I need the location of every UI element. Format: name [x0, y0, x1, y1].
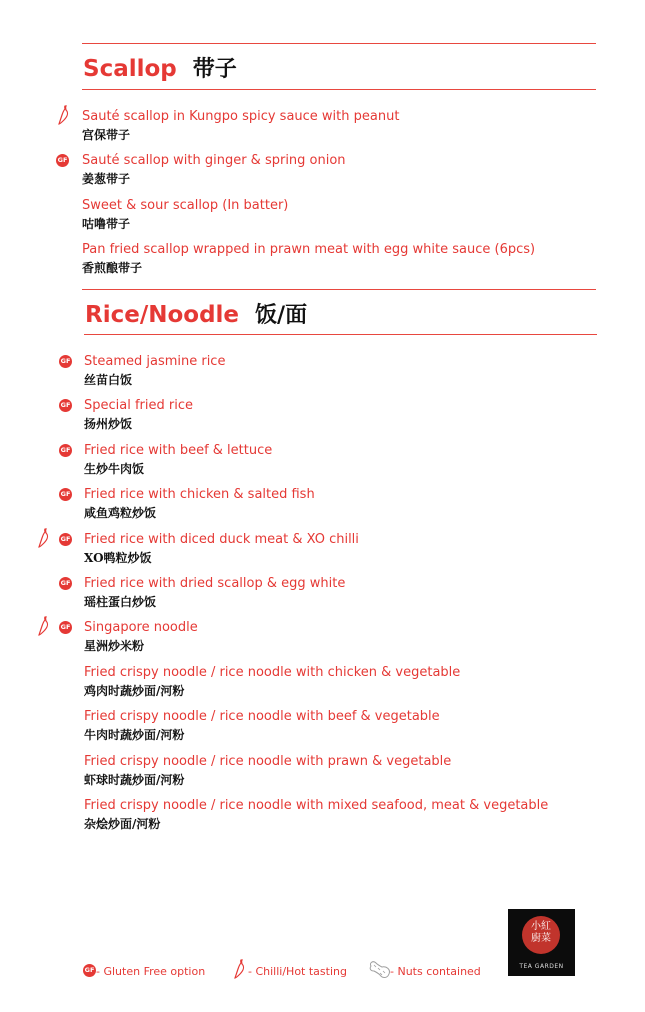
menu-item-name-cn: XO鸭粒炒饭 — [84, 550, 152, 565]
top-rule — [82, 43, 596, 44]
section-title-scallop — [83, 52, 237, 83]
section-title-cn: 饭/面 — [255, 302, 308, 328]
menu-item-name-cn: 瑶柱蛋白炒饭 — [84, 595, 157, 609]
menu-item-name-cn: 扬州炒饭 — [84, 417, 133, 432]
menu-item-name-cn: 宫保带子 — [82, 128, 131, 142]
menu-item-name-en: Pan fried scallop wrapped in prawn meat with egg white sauce (6pcs) — [82, 241, 536, 257]
section-title-en: Scallop — [83, 56, 177, 82]
gf-icon: GF — [59, 577, 72, 590]
menu-item-name-cn: 杂烩炒面/河粉 — [84, 817, 161, 831]
menu-item-name-cn: 咕噜带子 — [82, 216, 131, 231]
gf-icon: GF — [59, 355, 72, 368]
legend-nuts-label: - Nuts contained — [390, 965, 481, 978]
menu-item-name-en: Sauté scallop with ginger & spring onion — [82, 153, 346, 169]
menu-item-name-en: Singapore noodle — [84, 620, 198, 636]
menu-item-name-cn: 星洲炒米粉 — [84, 639, 145, 654]
legend-gf-label: - Gluten Free option — [96, 965, 206, 978]
logo-cn-text — [522, 921, 560, 945]
gf-icon: GF — [59, 621, 72, 634]
menu-item-name-en: Fried crispy noodle / rice noodle with chicken & vegetable — [84, 664, 461, 680]
chilli-icon — [37, 616, 51, 636]
menu-item-name-cn: 虾球时蔬炒面/河粉 — [84, 772, 185, 787]
gf-icon: GF — [59, 488, 72, 501]
section-rule — [84, 334, 597, 335]
menu-item-name-cn: 咸鱼鸡粒炒饭 — [84, 506, 157, 521]
gf-icon: GF — [56, 154, 69, 167]
chilli-icon — [37, 528, 51, 548]
gf-icon: GF — [59, 533, 72, 546]
menu-item-name-en: Fried rice with chicken & salted fish — [84, 487, 315, 503]
menu-item-name-en: Fried rice with beef & lettuce — [84, 442, 273, 458]
section-rule — [82, 289, 596, 290]
chilli-icon — [57, 105, 71, 125]
menu-item-name-en: Fried crispy noodle / rice noodle with mixed seafood, meat & vegetable — [84, 798, 549, 813]
menu-item-name-en: Fried rice with dried scallop & egg white — [84, 576, 346, 591]
legend-chilli-label: - Chilli/Hot tasting — [248, 965, 347, 978]
menu-item-name-en: Fried crispy noodle / rice noodle with beef & vegetable — [84, 709, 440, 725]
menu-item-name-cn: 生炒牛肉饭 — [84, 461, 145, 476]
section-rule — [82, 89, 596, 90]
menu-item-name-cn: 姜葱带子 — [82, 172, 131, 187]
menu-item-name-cn: 丝苗白饭 — [84, 373, 133, 387]
section-title-en: Rice/Noodle — [85, 302, 240, 328]
peanut-icon — [368, 960, 392, 982]
logo-cn-top: 小紅 — [531, 921, 551, 932]
section-title-rice-noodle — [85, 298, 307, 329]
gf-icon: GF — [59, 444, 72, 457]
gf-icon: GF — [83, 964, 96, 977]
menu-item-name-en: Special fried rice — [84, 398, 193, 414]
menu-item-name-cn: 香煎酿带子 — [82, 260, 143, 275]
chilli-icon — [233, 959, 247, 979]
logo-en-text: TEA GARDEN — [519, 963, 564, 970]
menu-item-name-en: Fried crispy noodle / rice noodle with prawn & vegetable — [84, 753, 452, 769]
section-title-cn: 带子 — [192, 56, 237, 82]
menu-item-name-cn: 牛肉时蔬炒面/河粉 — [84, 728, 185, 743]
menu-item-name-en: Sauté scallop in Kungpo spicy sauce with peanut — [82, 109, 400, 124]
logo-cn-bottom: 廚菜 — [531, 933, 551, 944]
menu-item-name-cn: 鸡肉时蔬炒面/河粉 — [84, 683, 185, 698]
menu-item-name-en: Sweet & sour scallop (In batter) — [82, 197, 289, 213]
menu-item-name-en: Steamed jasmine rice — [84, 354, 226, 369]
menu-item-name-en: Fried rice with diced duck meat & XO chilli — [84, 531, 359, 547]
tea-garden-logo — [508, 909, 575, 976]
gf-icon: GF — [59, 399, 72, 412]
